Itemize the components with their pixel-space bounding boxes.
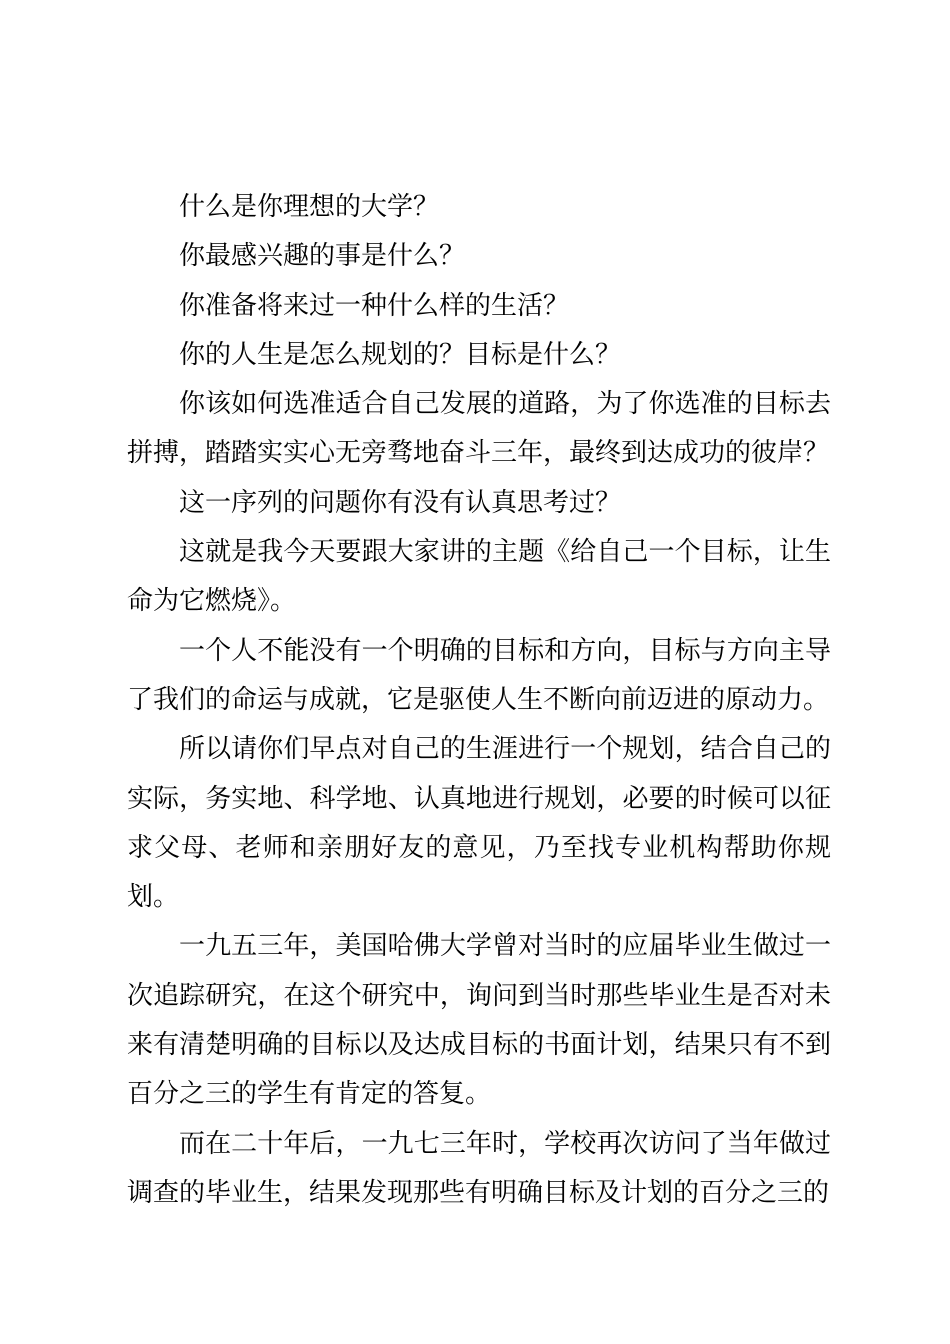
paragraph-10: 一九五三年，美国哈佛大学曾对当时的应届毕业生做过一次追踪研究，在这个研究中，询问到当时那些毕业生是否对未来有清楚明确的目标以及达成目标的书面计划，结果只有不到百分之三的学生有肯定的答复。 [127,931,831,1110]
paragraph-8: 一个人不能没有一个明确的目标和方向，目标与方向主导了我们的命运与成就，它是驱使人生不断向前迈进的原动力。 [127,635,831,715]
paragraph-4: 你的人生是怎么规划的？目标是什么？ [179,339,622,370]
paragraph-11: 而在二十年后，一九七三年时，学校再次访问了当年做过调查的毕业生，结果发现那些有明确目标及计划的百分之三的 [127,1128,831,1208]
paragraph-9: 所以请你们早点对自己的生涯进行一个规划，结合自己的实际，务实地、科学地、认真地进行规划，必要的时候可以征求父母、老师和亲朋好友的意见，乃至找专业机构帮助你规划。 [127,734,831,913]
paragraph-5: 你该如何选准适合自己发展的道路，为了你选准的目标去拼搏，踏踏实实心无旁骛地奋斗三年，最终到达成功的彼岸？ [127,389,831,469]
paragraph-2: 你最感兴趣的事是什么？ [179,241,466,272]
paragraph-6: 这一序列的问题你有没有认真思考过？ [179,487,622,518]
paragraph-3: 你准备将来过一种什么样的生活？ [179,290,570,321]
document-body [127,183,831,1218]
paragraph-1: 什么是你理想的大学？ [179,192,440,222]
paragraph-7: 这就是我今天要跟大家讲的主题《给自己一个目标，让生命为它燃烧》。 [127,537,831,617]
